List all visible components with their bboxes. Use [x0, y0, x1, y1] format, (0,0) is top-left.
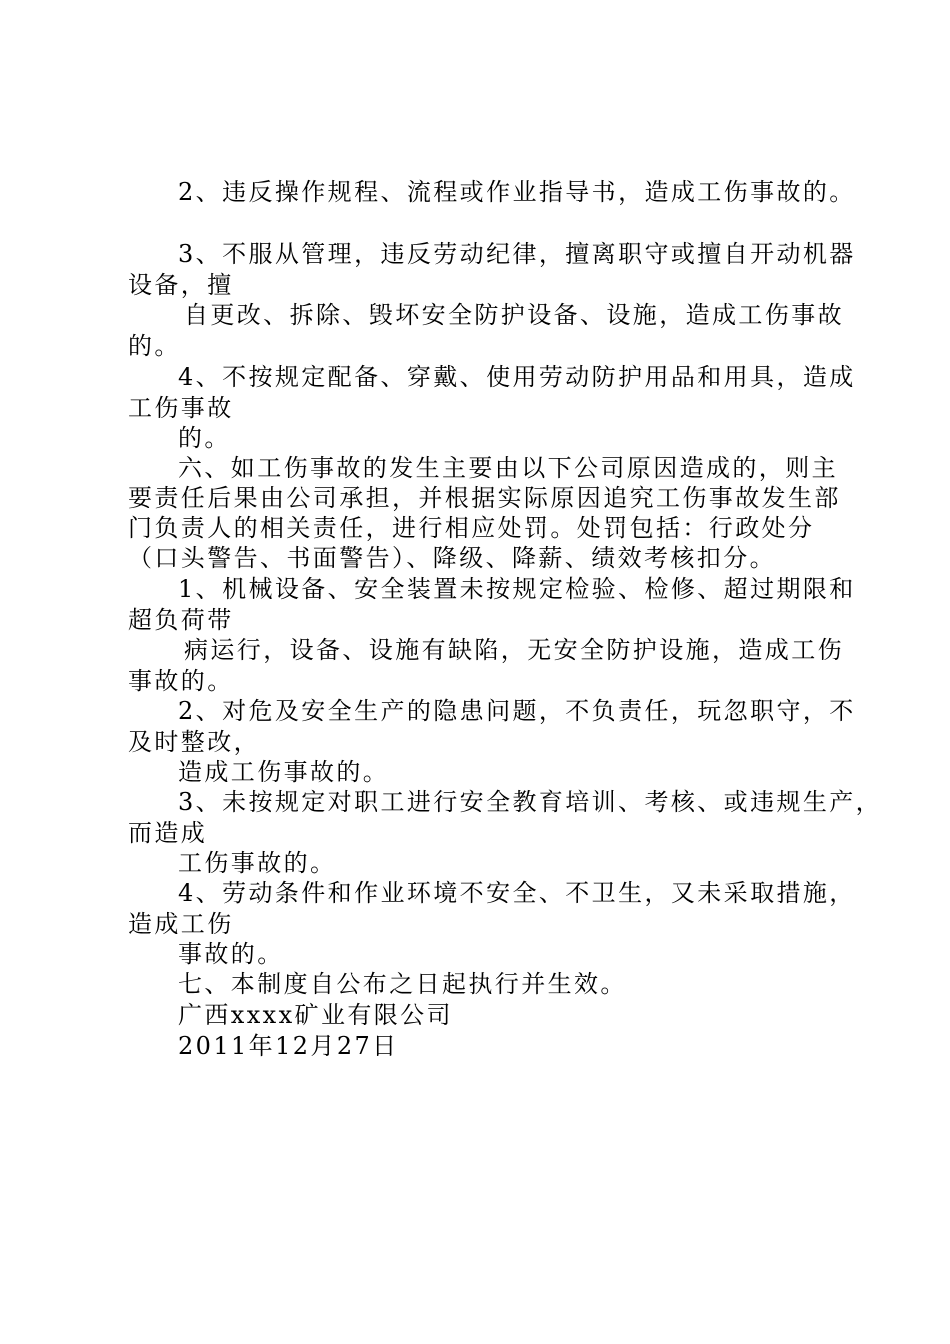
paragraph-line: 六、如工伤事故的发生主要由以下公司原因造成的，则主	[178, 454, 838, 482]
paragraph-line: 及时整改，	[128, 728, 260, 756]
company-name: 广西xxxx矿业有限公司	[178, 1001, 453, 1029]
paragraph-line: 工伤事故	[128, 394, 234, 422]
paragraph-line: 病运行，设备、设施有缺陷，无安全防护设施，造成工伤	[184, 636, 844, 664]
paragraph-line: （口头警告、书面警告）、降级、降薪、绩效考核扣分。	[128, 544, 776, 572]
paragraph-line: 1、机械设备、安全装置未按规定检验、检修、超过期限和	[178, 575, 856, 603]
paragraph-line: 工伤事故的。	[178, 849, 337, 877]
paragraph-line: 3、不服从管理，违反劳动纪律，擅离职守或擅自开动机器	[178, 240, 856, 268]
paragraph-line: 4、劳动条件和作业环境不安全、不卫生，又未采取措施，	[178, 879, 856, 907]
paragraph-line: 的。	[178, 424, 231, 452]
paragraph-line: 2、违反操作规程、流程或作业指导书，造成工伤事故的。	[178, 178, 856, 206]
paragraph-line: 事故的。	[128, 667, 234, 695]
paragraph-line: 的。	[128, 332, 181, 360]
paragraph-line: 要责任后果由公司承担，并根据实际原因追究工伤事故发生部	[128, 484, 841, 512]
paragraph-line: 而造成	[128, 819, 208, 847]
paragraph-line: 自更改、拆除、毁坏安全防护设备、设施，造成工伤事故	[184, 301, 844, 329]
paragraph-line: 造成工伤	[128, 910, 234, 938]
document-date: 2011年12月27日	[178, 1032, 399, 1060]
paragraph-line: 造成工伤事故的。	[178, 758, 390, 786]
paragraph-line: 七、本制度自公布之日起执行并生效。	[178, 970, 627, 998]
paragraph-line: 超负荷带	[128, 606, 234, 634]
paragraph-line: 设备，擅	[128, 271, 234, 299]
paragraph-line: 3、未按规定对职工进行安全教育培训、考核、或违规生产，	[178, 788, 883, 816]
paragraph-line: 门负责人的相关责任，进行相应处罚。处罚包括：行政处分	[128, 514, 815, 542]
paragraph-line: 事故的。	[178, 940, 284, 968]
paragraph-line: 2、对危及安全生产的隐患问题，不负责任，玩忽职守，不	[178, 697, 856, 725]
paragraph-line: 4、不按规定配备、穿戴、使用劳动防护用品和用具，造成	[178, 363, 856, 391]
